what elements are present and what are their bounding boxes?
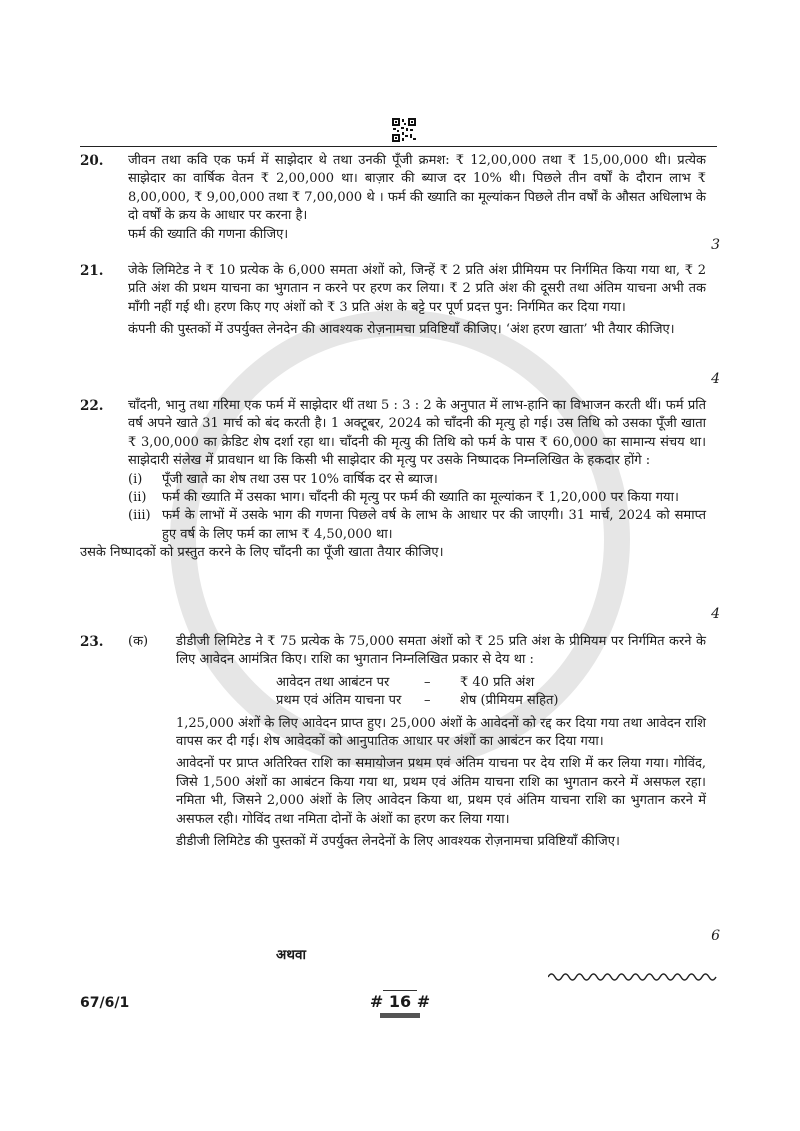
question-instruction: डीडीजी लिमिटेड की पुस्तकों में उपर्युक्त लेनदेनों के लिए आवश्यक रोज़नामचा प्रविष्टियाँ कीजिए। (176, 834, 620, 850)
question-number: 23. (80, 634, 104, 650)
marks: 6 (711, 928, 720, 944)
question-22 (80, 397, 720, 622)
entitlement-list (128, 471, 706, 545)
list-item (128, 507, 706, 544)
or-label: अथवा (276, 947, 306, 963)
question-part-a (128, 633, 706, 851)
qr-code-icon (392, 118, 416, 142)
question-paragraph: 1,25,000 अंशों के लिए आवेदन प्राप्त हुए। 25,000 अंशों के आवेदनों को रद्द कर दिया गया तथा आवेदन राशि वापस कर दी गई। शेष आवेदकों को आनुपातिक आधार पर अंशों का आबंटन कर दिया गया। (176, 715, 706, 750)
page-number-rule (383, 990, 417, 991)
page-number-bar (380, 1013, 420, 1018)
item-text: फर्म की ख्याति में उसका भाग। चाँदनी की मृत्यु पर फर्म की ख्याति का मूल्यांकन ₹ 1,20,000 पर किया गया। (162, 490, 679, 506)
page-number: # 16 # (369, 992, 431, 1011)
schedule-row (276, 692, 706, 710)
question-20 (80, 152, 720, 253)
question-instruction: फर्म की ख्याति की गणना कीजिए। (128, 226, 289, 242)
question-21 (80, 262, 720, 387)
schedule-dash: – (424, 674, 431, 690)
list-item (128, 471, 706, 489)
list-item (128, 489, 706, 507)
question-text: जीवन तथा कवि एक फर्म में साझेदार थे तथा उनकी पूँजी क्रमश: ₹ 12,00,000 तथा ₹ 15,00,000 थी। प्रत्येक साझेदार का वार्षिक वेतन ₹ 2,00,000 था। बाज़ार की ब्याज दर 10% थी। पिछले तीन वर्षों के दौरान लाभ ₹ 8,00,000, ₹ 9,00,000 तथा ₹ 7,00,000 थे । फर्म की ख्याति का मूल्यांकन पिछले तीन वर्षों के औसत अधिलाभ के दो वर्षों के क्रय के आधार पर करना है। (128, 153, 706, 224)
part-label: (क) (128, 634, 149, 649)
item-text: फर्म के लाभों में उसके भाग की गणना पिछले वर्ष के लाभ के आधार पर की जाएगी। 31 मार्च, 2024 को समाप्त हुए वर्ष के लिए फर्म का लाभ ₹ 4,50,000 था। (162, 508, 706, 542)
schedule-stage: आवेदन तथा आबंटन पर (276, 674, 390, 690)
schedule-row (276, 674, 706, 692)
item-label: (iii) (128, 508, 151, 524)
marks: 3 (711, 237, 720, 253)
question-number: 20. (80, 153, 104, 169)
paper-code: 67/6/1 (80, 995, 130, 1011)
continuation-wave (548, 968, 718, 987)
schedule-stage: प्रथम एवं अंतिम याचना पर (276, 693, 402, 709)
question-instruction: कंपनी की पुस्तकों में उपर्युक्त लेनदेन की आवश्यक रोज़नामचा प्रविष्टियाँ कीजिए। ‘अंश हरण खाता’ भी तैयार कीजिए। (128, 322, 675, 338)
header-rule (80, 146, 717, 147)
schedule-dash: – (424, 693, 431, 709)
schedule-amount: शेष (प्रीमियम सहित) (460, 693, 559, 709)
question-paragraph: आवेदनों पर प्राप्त अतिरिक्त राशि का समायोजन प्रथम एवं अंतिम याचना पर देय राशि में कर लिया गया। गोविंद, जिसे 1,500 अंशों का आबंटन किया गया था, प्रथम एवं अंतिम याचना राशि का भुगतान करने में असफल रहा। नमिता भी, जिसने 2,000 अंशों के लिए आवेदन किया था, प्रथम एवं अंतिम याचना राशि का भुगतान करने में असफल रही। गोविंद तथा नमिता दोनों के अंशों का हरण कर लिया गया। (176, 756, 706, 827)
question-text: डीडीजी लिमिटेड ने ₹ 75 प्रत्येक के 75,000 समता अंशों को ₹ 25 प्रति अंश के प्रीमियम पर निर्गमित करने के लिए आवेदन आमंत्रित किए। राशि का भुगतान निम्नलिखित प्रकार से देय था : (176, 634, 706, 668)
marks: 4 (711, 371, 720, 387)
question-23 (80, 633, 720, 944)
question-text: चाँदनी, भानु तथा गरिमा एक फर्म में साझेदार थीं तथा 5 : 3 : 2 के अनुपात में लाभ-हानि का विभाजन करती थीं। फर्म प्रति वर्ष अपने खाते 31 मार्च को बंद करती है। 1 अक्टूबर, 2024 को चाँदनी की मृत्यु हो गई। उस तिथि को उसका पूँजी खाता ₹ 3,00,000 का क्रेडिट शेष दर्शा रहा था। चाँदनी की मृत्यु की तिथि को फर्म के पास ₹ 60,000 का सामान्य संचय था। साझेदारी संलेख में प्रावधान था कि किसी भी साझेदार की मृत्यु पर उसके निष्पादक निम्नलिखित के हकदार होंगे : (128, 398, 706, 469)
marks: 4 (711, 606, 720, 622)
schedule-amount: ₹ 40 प्रति अंश (460, 674, 535, 690)
question-number: 21. (80, 263, 104, 279)
question-text: जेके लिमिटेड ने ₹ 10 प्रत्येक के 6,000 समता अंशों को, जिन्हें ₹ 2 प्रति अंश प्रीमियम पर निर्गमित किया गया था, ₹ 2 प्रति अंश की प्रथम याचना का भुगतान न करने पर हरण कर लिया। ₹ 2 प्रति अंश की दूसरी तथा अंतिम याचना अभी तक माँगी नहीं गई थी। हरण किए गए अंशों को ₹ 3 प्रति अंश के बट्टे पर पूर्ण प्रदत्त पुन: निर्गमित कर दिया गया। (128, 263, 706, 315)
payment-schedule (276, 674, 706, 711)
item-label: (i) (128, 471, 143, 487)
item-label: (ii) (128, 490, 147, 506)
question-instruction: उसके निष्पादकों को प्रस्तुत करने के लिए चाँदनी का पूँजी खाता तैयार कीजिए। (80, 545, 444, 561)
question-number: 22. (80, 398, 104, 414)
item-text: पूँजी खाते का शेष तथा उस पर 10% वार्षिक दर से ब्याज। (162, 471, 438, 487)
